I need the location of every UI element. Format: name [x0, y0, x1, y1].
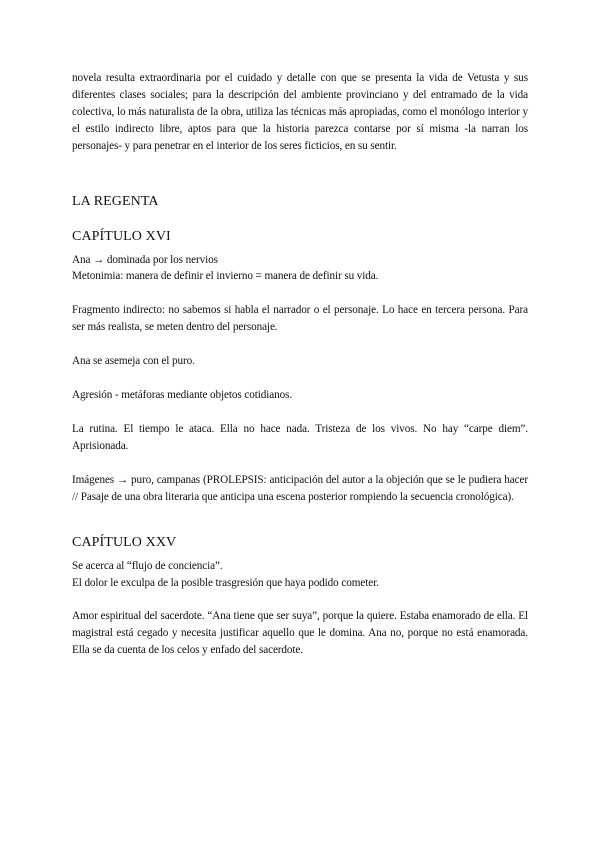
chapter-xxv-line: El dolor le exculpa de la posible trasgresión que haya podido cometer. — [72, 576, 379, 589]
chapter-xvi-paragraph: Ana se asemeja con el puro. — [72, 355, 195, 368]
chapter-xxv-line: Se acerca al “flujo de conciencia”. — [72, 559, 223, 572]
chapter-xvi-paragraph: Imágenes → puro, campanas (PROLEPSIS: anticipación del autor a la objeción que se le pudiera hacer // Pasaje de una obra literaria que anticipa una escena posterior rompiendo la secuencia cronológica). — [72, 473, 528, 503]
chapter-xvi-line: Ana → dominada por los nervios — [72, 253, 218, 266]
chapter-xxv-heading: CAPÍTULO XXV — [72, 534, 177, 550]
intro-paragraph: novela resulta extraordinaria por el cuidado y detalle con que se presenta la vida de Vetusta y sus diferentes clases sociales; para la descripción del ambiente provinciano y del entramado de la vida colectiva, lo más naturalista de la obra, utiliza las técnicas más apropiadas, como el monólogo interior y el estilo indirecto libre, aptos para que la historia parezca contarse por sí misma -la narran los personajes- y para penetrar en el interior de los seres ficticios, en su sentir. — [72, 72, 528, 152]
chapter-xvi-heading: CAPÍTULO XVI — [72, 228, 171, 244]
chapter-xxv-paragraph: Amor espiritual del sacerdote. “Ana tiene que ser suya”, porque la quiere. Estaba enamorado de ella. El magistral está cegado y necesita justificar aquello que le domina. Ana no, porque no está enamorada. Ella se da cuenta de los celos y enfado del sacerdote. — [72, 610, 528, 657]
chapter-xvi-paragraph: La rutina. El tiempo le ataca. Ella no hace nada. Tristeza de los vivos. No hay “carpe diem”. Aprisionada. — [72, 422, 528, 452]
document-page — [72, 70, 528, 659]
document-title: LA REGENTA — [72, 193, 159, 209]
chapter-xvi-paragraph: Agresión - metáforas mediante objetos cotidianos. — [72, 389, 293, 402]
chapter-xvi-line: Metonimia: manera de definir el invierno = manera de definir su vida. — [72, 270, 379, 283]
chapter-xvi-paragraph: Fragmento indirecto: no sabemos si habla el narrador o el personaje. Lo hace en tercera persona. Para ser más realista, se meten dentro del personaje. — [72, 304, 528, 334]
